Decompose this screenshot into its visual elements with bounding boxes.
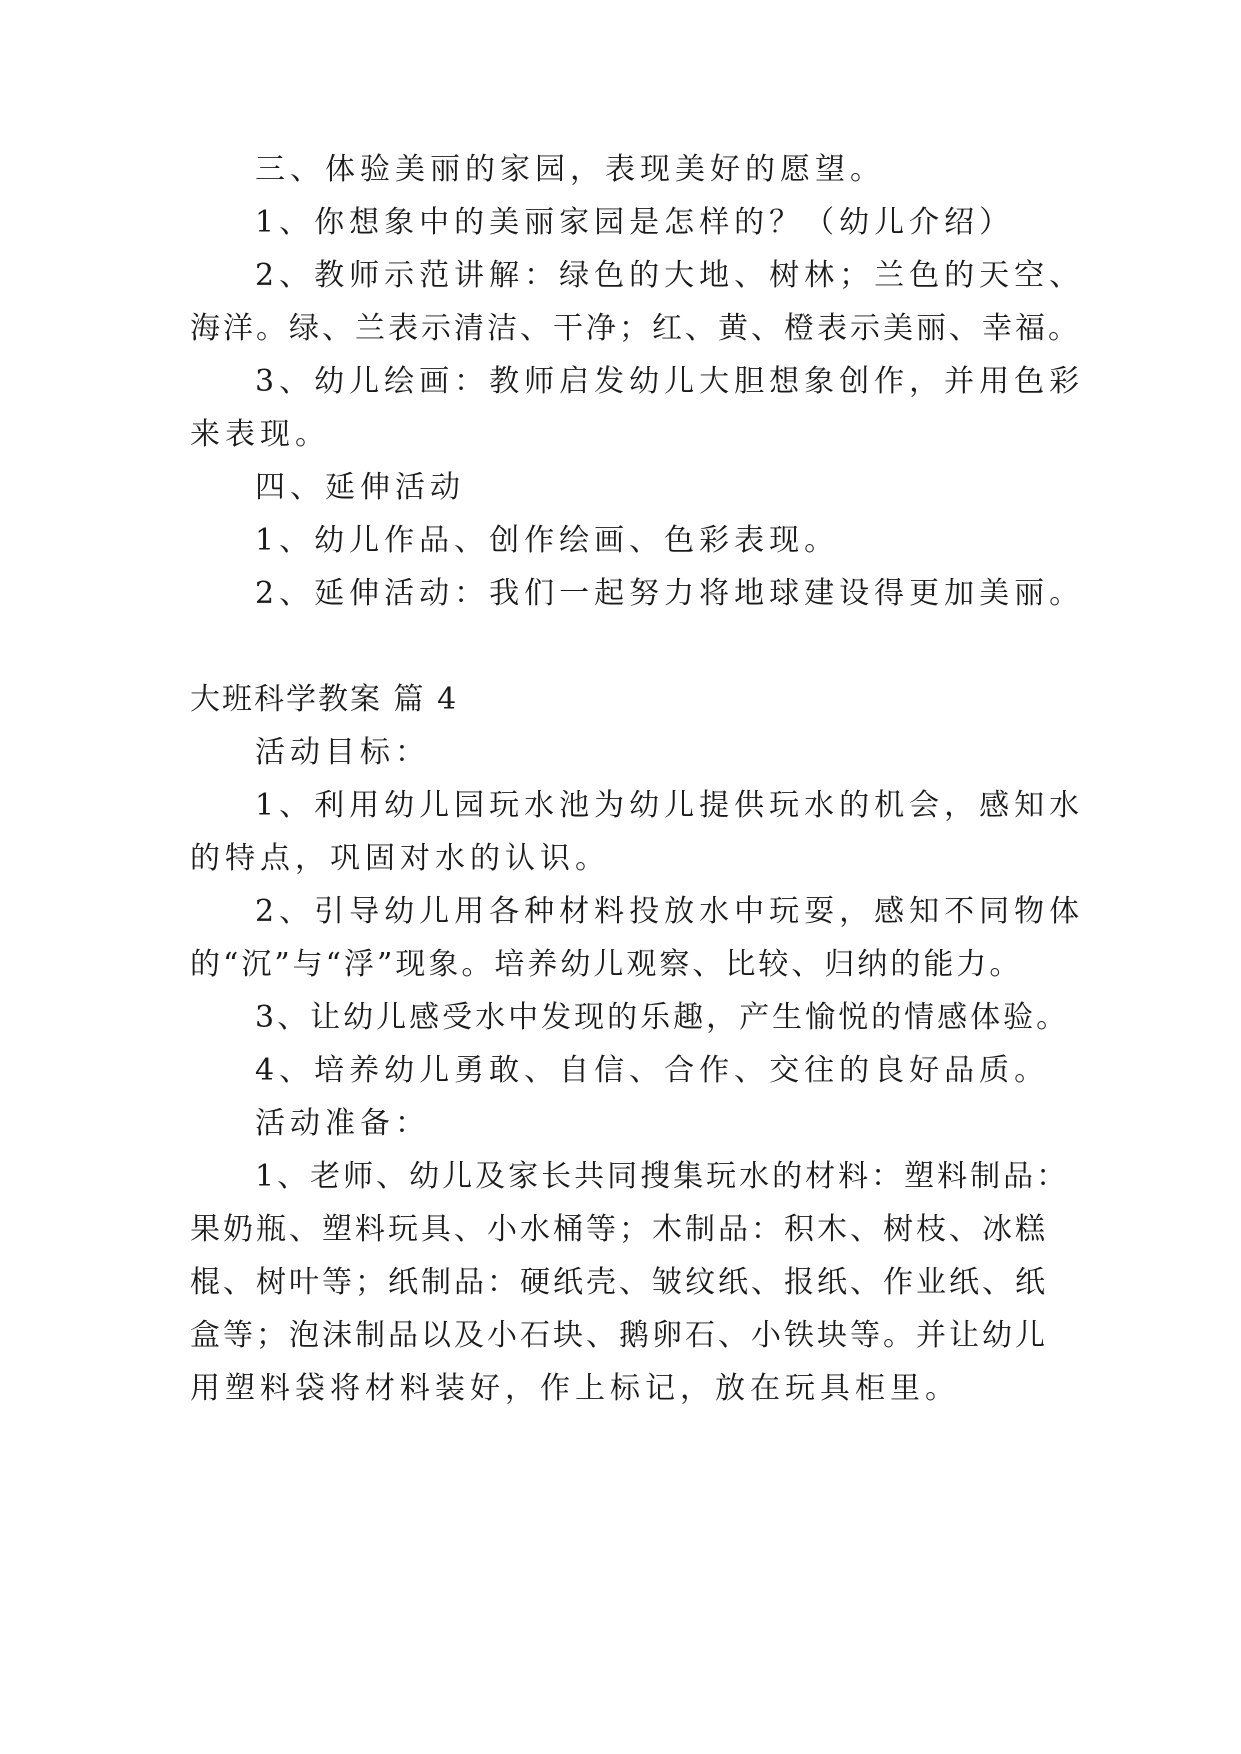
paragraph-line: 果奶瓶、塑料玩具、小水桶等；木制品：积木、树枝、冰糕 <box>190 1212 1048 1247</box>
paragraph-line: 1、幼儿作品、创作绘画、色彩表现。 <box>255 523 840 558</box>
subsection-heading-goals: 活动目标： <box>255 735 430 770</box>
section-heading-3: 三、体验美丽的家园，表现美好的愿望。 <box>255 152 885 187</box>
paragraph-line: 2、延伸活动：我们一起努力将地球建设得更加美丽。 <box>255 576 1085 611</box>
paragraph-line: 3、幼儿绘画：教师启发幼儿大胆想象创作，并用色彩 <box>255 364 1085 399</box>
paragraph-line: 盒等；泡沫制品以及小石块、鹅卵石、小铁块等。并让幼儿 <box>190 1318 1048 1353</box>
paragraph-line: 1、老师、幼儿及家长共同搜集玩水的材料：塑料制品： <box>255 1159 1070 1194</box>
paragraph-line: 的“沉”与“浮”现象。培养幼儿观察、比较、归纳的能力。 <box>190 947 1023 982</box>
paragraph-line: 海洋。绿、兰表示清洁、干净；红、黄、橙表示美丽、幸福。 <box>190 311 1081 346</box>
section-heading-4: 四、延伸活动 <box>255 470 465 505</box>
article-title: 大班科学教案 篇 4 <box>190 682 459 717</box>
paragraph-line: 用塑料袋将材料装好，作上标记，放在玩具柜里。 <box>190 1371 960 1406</box>
paragraph-line: 的特点，巩固对水的认识。 <box>190 841 610 876</box>
paragraph-line: 2、教师示范讲解：绿色的大地、树林；兰色的天空、 <box>255 258 1085 293</box>
paragraph-line: 1、你想象中的美丽家园是怎样的？（幼儿介绍） <box>255 205 1015 240</box>
paragraph-line: 棍、树叶等；纸制品：硬纸壳、皱纹纸、报纸、作业纸、纸 <box>190 1265 1048 1300</box>
paragraph-line: 3、让幼儿感受水中发现的乐趣，产生愉悦的情感体验。 <box>255 1000 1070 1035</box>
paragraph-line: 1、利用幼儿园玩水池为幼儿提供玩水的机会，感知水 <box>255 788 1085 823</box>
paragraph-line: 4、培养幼儿勇敢、自信、合作、交往的良好品质。 <box>255 1053 1050 1088</box>
subsection-heading-preparation: 活动准备： <box>255 1106 430 1141</box>
paragraph-line: 2、引导幼儿用各种材料投放水中玩耍，感知不同物体 <box>255 894 1085 929</box>
paragraph-line: 来表现。 <box>190 417 330 452</box>
